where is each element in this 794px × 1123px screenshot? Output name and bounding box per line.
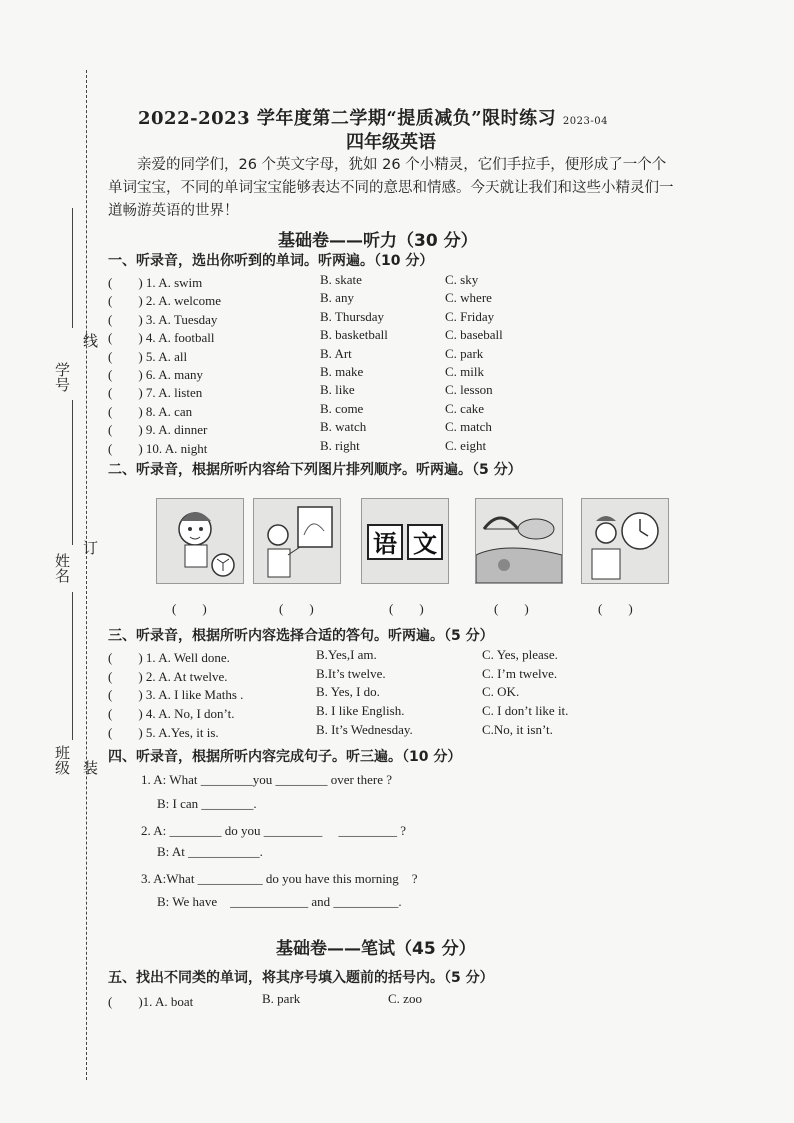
chinese-char-yu: 语 xyxy=(373,530,397,558)
question-option-b: B. watch xyxy=(320,419,367,435)
picture3-answer-blank[interactable]: ( ) xyxy=(389,601,424,616)
margin-zhuang-label: 装 xyxy=(81,760,99,775)
picture4-answer-blank[interactable]: ( ) xyxy=(494,601,529,616)
page-title: 2022-2023 学年度第二学期“提质减负”限时练习 2023-04 xyxy=(138,108,608,129)
student-no-line xyxy=(72,208,73,328)
question-option-c: C. park xyxy=(445,345,484,361)
picture5-answer-blank[interactable]: ( ) xyxy=(598,601,633,616)
question-option-a[interactable]: ( ) 2. A. welcome xyxy=(108,293,222,309)
question-option-c: C. cake xyxy=(445,400,484,416)
question-option-c: C. eight xyxy=(445,437,487,453)
name-line xyxy=(72,400,73,545)
question-option-b: B. make xyxy=(320,364,364,379)
question-option-b: B. Art xyxy=(320,345,352,361)
question-option-c: C. match xyxy=(445,419,492,435)
class-label: 班级 xyxy=(53,745,71,775)
painting-icon xyxy=(253,498,341,584)
park-icon xyxy=(475,498,563,584)
question-option-a[interactable]: ( ) 4. A. No, I don’t. xyxy=(108,706,235,722)
sec4-q1-b[interactable]: B: I can ________. xyxy=(157,796,257,811)
question-option-b: B. basketball xyxy=(320,327,388,343)
picture1-answer-blank[interactable]: ( ) xyxy=(172,601,207,616)
question-option-b: B.Yes,I am. xyxy=(316,647,377,662)
question-option-a[interactable]: ( ) 2. A. At twelve. xyxy=(108,668,228,684)
section4-title: 四、听录音，根据所听内容完成句子。听三遍。（10 分） xyxy=(108,749,462,765)
written-part-title: 基础卷——笔试（45 分） xyxy=(276,939,476,959)
listening-part-title: 基础卷——听力（30 分） xyxy=(278,231,478,251)
question-option-a[interactable]: ( ) 7. A. listen xyxy=(108,385,203,401)
question-option-b: B. skate xyxy=(320,272,362,287)
question-option-a[interactable]: ( ) 3. A. I like Maths . xyxy=(108,687,244,703)
question-option-c: C. Friday xyxy=(445,308,495,324)
chinese-char-wen: 文 xyxy=(413,530,437,558)
question-option-c: C. sky xyxy=(445,272,479,287)
clock-icon xyxy=(581,498,669,584)
binding-fold-line xyxy=(86,70,87,1080)
name-label: 姓名 xyxy=(53,553,71,583)
question-option-b: B. come xyxy=(320,400,364,416)
question-option-a[interactable]: ( ) 10. A. night xyxy=(108,440,208,456)
picture2-answer-blank[interactable]: ( ) xyxy=(279,601,314,616)
question-option-b: B. park xyxy=(262,991,301,1006)
question-option-b: B. Yes, I do. xyxy=(316,684,380,700)
question-option-a[interactable]: ( ) 1. A. swim xyxy=(108,275,203,290)
sec4-q3-a[interactable]: 3. A:What __________ do you have this morning ? xyxy=(141,871,418,886)
margin-xian-label: 线 xyxy=(81,333,99,348)
question-option-b: B. I like English. xyxy=(316,703,405,719)
section5-title: 五、找出不同类的单词，将其序号填入题前的括号内。（5 分） xyxy=(108,970,494,986)
sec4-q3-b[interactable]: B: We have ____________ and __________. xyxy=(157,894,402,909)
section3-title: 三、听录音，根据所听内容选择合适的答句。听两遍。（5 分） xyxy=(108,628,494,644)
question-option-c: C. where xyxy=(445,290,492,306)
question-option-a[interactable]: ( ) 1. A. Well done. xyxy=(108,650,230,665)
question-option-c: C. baseball xyxy=(445,327,503,343)
class-line xyxy=(72,592,73,740)
question-option-b: B. Thursday xyxy=(320,308,385,324)
page-subtitle: 四年级英语 xyxy=(346,132,436,153)
margin-ding-label: 订 xyxy=(81,540,99,555)
question-option-c: C. zoo xyxy=(388,991,422,1006)
question-option-b: B.It’s twelve. xyxy=(316,665,386,681)
question-option-c: C. milk xyxy=(445,364,485,379)
question-option-a[interactable]: ( ) 3. A. Tuesday xyxy=(108,311,218,327)
question-option-c: C. lesson xyxy=(445,382,493,398)
question-option-c: C. I don’t like it. xyxy=(482,703,569,719)
question-option-b: B. It’s Wednesday. xyxy=(316,721,413,737)
question-option-a[interactable]: ( ) 5. A.Yes, it is. xyxy=(108,724,219,740)
question-option-b: B. right xyxy=(320,437,360,453)
chinese-subject-icon xyxy=(361,498,449,584)
student-no-label: 学号 xyxy=(53,362,71,392)
question-option-b: B. like xyxy=(320,382,355,398)
question-option-a[interactable]: ( )1. A. boat xyxy=(108,994,194,1009)
question-option-c: C. I’m twelve. xyxy=(482,665,558,681)
question-option-a[interactable]: ( ) 5. A. all xyxy=(108,348,188,364)
intro-paragraph: 亲爱的同学们，26 个英文字母，犹如 26 个小精灵，它们手拉手，便形成了一个个单词宝宝，不同的单词宝宝能够表达不同的意思和情感。今天就让我们和这些小精灵们一道畅游英语的世界！ xyxy=(108,157,674,219)
question-option-a[interactable]: ( ) 6. A. many xyxy=(108,367,203,382)
question-option-b: B. any xyxy=(320,290,354,306)
exam-date: 2023-04 xyxy=(562,116,608,127)
sec4-q2-b[interactable]: B: At ___________. xyxy=(157,844,263,859)
section2-title: 二、听录音，根据所听内容给下列图片排列顺序。听两遍。（5 分） xyxy=(108,462,522,478)
section1-title: 一、听录音，选出你听到的单词。听两遍。（10 分） xyxy=(108,253,434,269)
question-option-a[interactable]: ( ) 9. A. dinner xyxy=(108,422,208,438)
question-option-c: C. OK. xyxy=(482,684,520,700)
question-option-c: C. Yes, please. xyxy=(482,647,558,662)
sec4-q2-a[interactable]: 2. A: ________ do you _________ _________ ? xyxy=(141,823,407,838)
question-option-a[interactable]: ( ) 8. A. can xyxy=(108,403,193,419)
boy-football-icon xyxy=(156,498,244,584)
question-option-c: C.No, it isn’t. xyxy=(482,721,553,737)
question-option-a[interactable]: ( ) 4. A. football xyxy=(108,330,215,346)
sec4-q1-a[interactable]: 1. A: What ________you ________ over there ? xyxy=(141,772,393,787)
